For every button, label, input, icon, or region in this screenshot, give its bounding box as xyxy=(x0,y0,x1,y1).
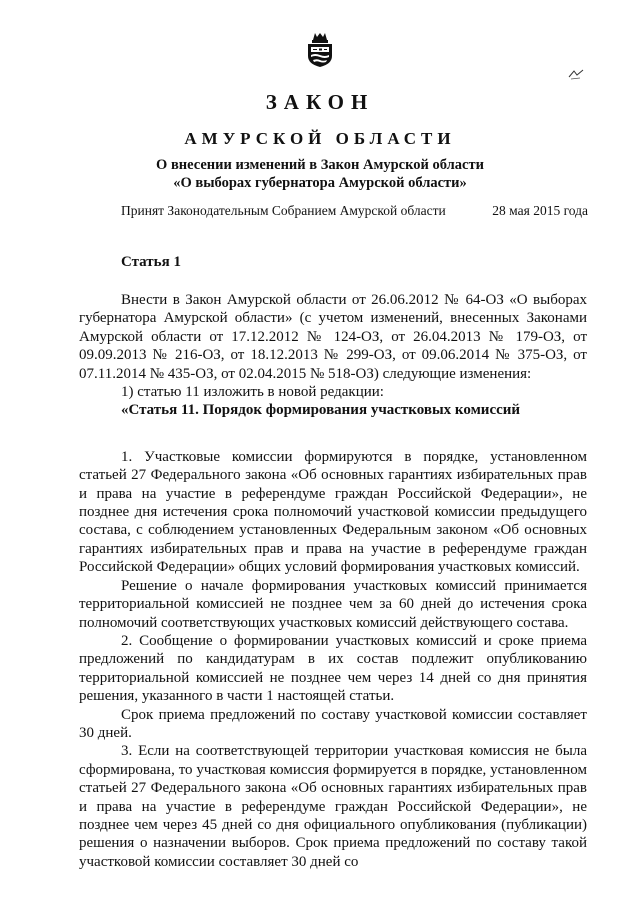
body-paragraph: Решение о начале формирования участковых комиссий принимается территориальной комиссией не позднее чем за 60 дней до истечения срока полномочий соответствующих участковых комиссий действующего состава. xyxy=(79,577,587,631)
adoption-date: 28 мая 2015 года xyxy=(492,203,588,218)
law-title: ЗАКОН xyxy=(265,90,375,114)
section-gap xyxy=(79,420,587,448)
amur-oblast-coat-of-arms-icon xyxy=(305,32,335,68)
law-subtitle-line1: О внесении изменений в Закон Амурской области xyxy=(156,157,484,173)
amendment-item-1: 1) статью 11 изложить в новой редакции: xyxy=(121,384,384,401)
new-article-title: «Статья 11. Порядок формирования участковых комиссий xyxy=(121,402,521,419)
margin-mark-icon xyxy=(568,68,584,80)
article-intro-paragraph: Внести в Закон Амурской области от 26.06.2012 № 64-ОЗ «О выборах губернатора Амурской области» (с учетом изменений, внесенных Законами Амурской области от 17.12.2012 № 124-ОЗ, от 26.04.2013 № 179-ОЗ, от 09.09.2013 № 216-ОЗ, от 18.12.2013 № 299-ОЗ, от 09.06.2014 № 375-ОЗ, от 07.11.2014 № 435-ОЗ, от 02.04.2015 № 518-ОЗ) следующие изменения: xyxy=(79,292,587,382)
document-body xyxy=(79,291,587,871)
article-heading: Статья 1 xyxy=(121,254,181,270)
body-paragraph: Срок приема предложений по составу участковой комиссии составляет 30 дней. xyxy=(79,706,587,741)
body-paragraph: 3. Если на соответствующей территории участковая комиссия не была сформирована, то участковая комиссия формируется в порядке, установленном статьей 27 Федерального закона «Об основных гарантиях избирательных прав и права на участие в референдуме граждан Российской Федерации», не позднее чем через 45 дней со дня официального опубликования (публикации) решения о назначении выборов. Срок приема предложений по составу такой участковой комиссии составляет 30 дней со xyxy=(79,743,587,870)
region-title: АМУРСКОЙ ОБЛАСТИ xyxy=(184,129,456,148)
law-subtitle-line2: «О выборах губернатора Амурской области» xyxy=(173,175,467,191)
body-paragraph: 1. Участковые комиссии формируются в порядке, установленном статьей 27 Федерального закона «Об основных гарантиях избирательных прав и права на участие в референдуме граждан Российской Федерации», не позднее дня истечения срока полномочий участковой комиссии предыдущего состава, с соблюдением установленных Федеральным законом «Об основных гарантиях избирательных прав и права на участие в референдуме граждан Российской Федерации» общих условий формирования участковых комиссий. xyxy=(79,448,587,576)
body-paragraph: 2. Сообщение о формировании участковых комиссий и сроке приема предложений по кандидатурам в их состав подлежит опубликованию территориальной комиссией не позднее чем через 14 дней со дня принятия решения, указанного в части 1 настоящей статьи. xyxy=(79,632,587,705)
adopted-by-text: Принят Законодательным Собранием Амурской области xyxy=(121,203,446,218)
